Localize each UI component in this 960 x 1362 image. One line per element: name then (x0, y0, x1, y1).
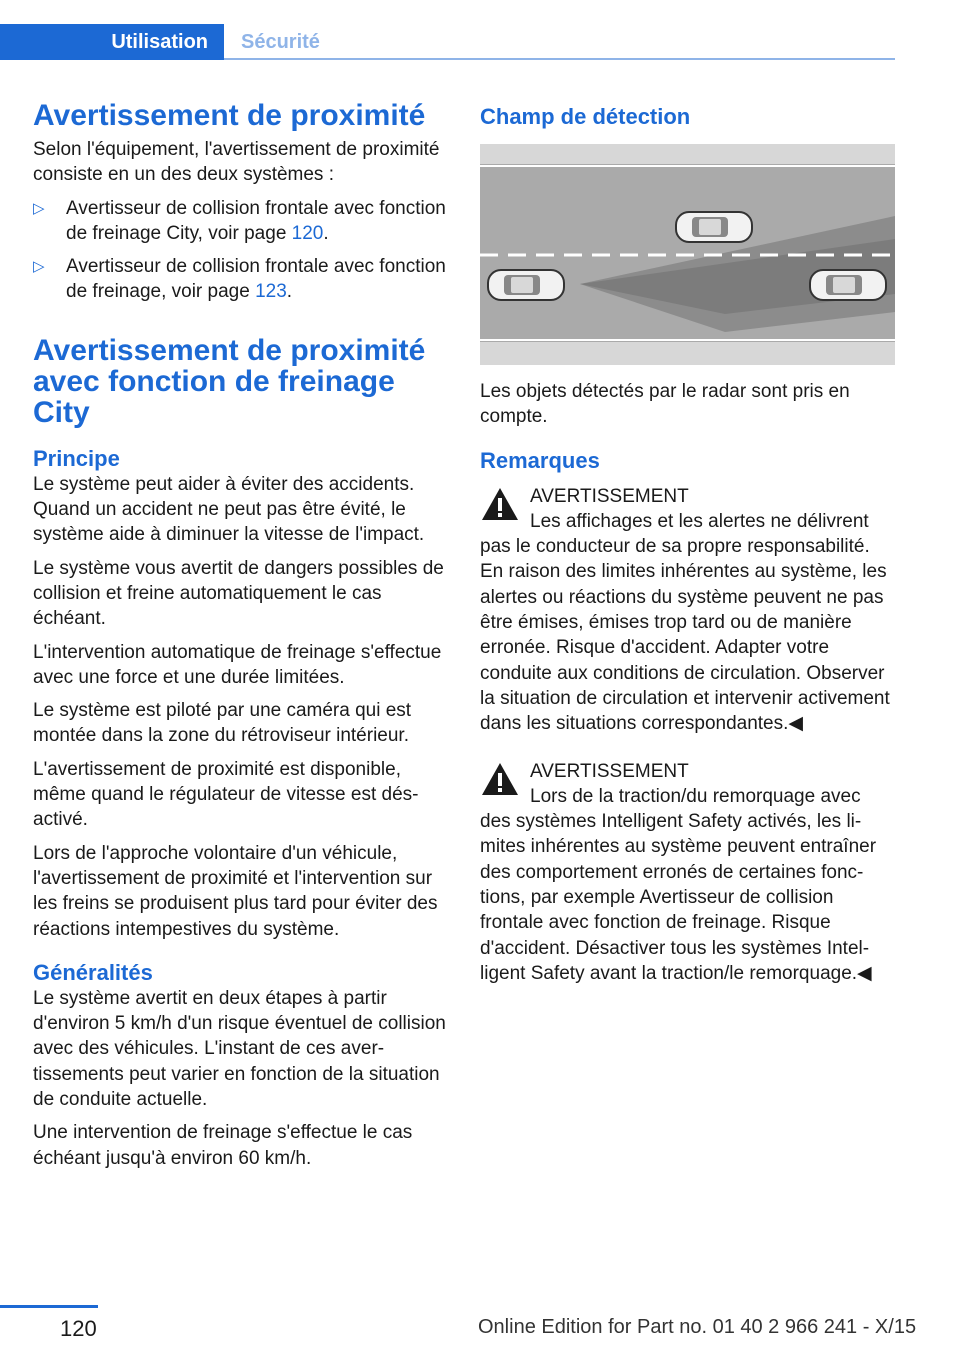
intro-paragraph: Selon l'équipement, l'avertissement de proximité consiste en un des deux systèmes : (33, 139, 440, 186)
car-icon (488, 270, 564, 300)
page-link-120[interactable]: 120 (291, 222, 324, 244)
list-item-text: Avertisseur de collision frontale avec fonction de freinage, voir page (66, 256, 446, 303)
list-item-end: . (286, 281, 293, 303)
subsection-title-generalites: Généralités (33, 959, 153, 985)
triangle-bullet-icon: ▷ (33, 199, 45, 217)
warning-block (480, 753, 895, 987)
paragraph: L'avertissement de proximité est disponible, même quand le régulateur de vitesse est désactivé. (33, 758, 419, 831)
road-illustration (480, 144, 895, 365)
warning-block (480, 478, 895, 737)
warning-label: AVERTISSEMENT (530, 485, 689, 507)
edition-info: Online Edition for Part no. 01 40 2 966 241 - X/15 (478, 1316, 917, 1338)
paragraph: Le système avertit en deux étapes à partir d'environ 5 km/h d'un risque éventuel de collision avec des véhicules. L'instant de ces avertissements peut varier en fonction de la situation de conduite actuelle. (33, 987, 446, 1111)
tab-securite[interactable]: Sécurité (241, 30, 320, 53)
section-title-proximite: Avertissement de proximité (33, 99, 426, 132)
right-column (480, 100, 895, 1002)
left-column (33, 100, 448, 1179)
subsection-title-remarques: Remarques (480, 447, 600, 473)
subsection-title-champ: Champ de détection (480, 104, 691, 129)
car-icon (810, 270, 886, 300)
warning-triangle-icon (480, 761, 520, 797)
list-item (33, 196, 448, 247)
car-icon (676, 212, 752, 242)
page-number: 120 (60, 1316, 97, 1341)
paragraph: L'intervention automatique de freinage s'effectue avec une force et une durée limitées. (33, 641, 442, 688)
header-tabs (0, 24, 895, 60)
tab-underline (224, 58, 895, 60)
detection-field-figure (480, 144, 895, 365)
paragraph: Le système peut aider à éviter des accidents. Quand un accident ne peut pas être évité, le système aide à diminuer la vitesse de l'impact. (33, 473, 425, 546)
subsection-title-principe: Principe (33, 445, 120, 471)
warning-text: Lors de la traction/du remorquage avec des systèmes Intelligent Safety activés, les limites inhérentes au système peuvent entraîner des comportement erronés de certaines fonctions, par exemple Avertisseur de collision frontale avec fonction de freinage. Risque d'accident. Désactiver tous les systèmes Intelligent Safety avant la traction/le remorquage.◀ (480, 785, 877, 984)
footer-rule (0, 1305, 98, 1308)
list-item (33, 254, 448, 305)
triangle-bullet-icon: ▷ (33, 258, 45, 276)
warning-text: Les affichages et les alertes ne délivrent pas le conducteur de sa propre responsabilité. En raison des limites inhérentes au système, les alertes ou réactions du système peuvent ne pas être émises, émises trop tard ou de manière erronée. Risque d'accident. Adapter votre conduite aux conditions de circulation. Observer la situation de circulation et intervenir activement dans les situations correspondantes.◀ (480, 510, 890, 735)
paragraph: Lors de l'approche volontaire d'un véhicule, l'avertissement de proximité et l'intervention sur les freins se produisent plus tard pour éviter des réactions intempestives du système. (33, 842, 438, 940)
system-list (33, 196, 448, 305)
section-title-city: Avertissement de proximité avec fonction de freinage City (33, 333, 426, 429)
paragraph: Une intervention de freinage s'effectue le cas échéant jusqu'à environ 60 km/h. (33, 1122, 413, 1169)
paragraph: Le système vous avertit de dangers possibles de collision et freine automatiquement le cas échéant. (33, 557, 444, 630)
warning-triangle-icon (480, 486, 520, 522)
tab-utilisation[interactable]: Utilisation (0, 24, 224, 60)
list-item-end: . (323, 222, 329, 244)
page-link-123[interactable]: 123 (255, 281, 287, 303)
figure-caption: Les objets détectés par le radar sont pris en compte. (480, 381, 850, 428)
list-item-text: Avertisseur de collision frontale avec fonction de freinage City, voir page (66, 197, 446, 244)
paragraph: Le système est piloté par une caméra qui est montée dans la zone du rétroviseur intérieur. (33, 700, 412, 747)
warning-label: AVERTISSEMENT (530, 760, 689, 782)
